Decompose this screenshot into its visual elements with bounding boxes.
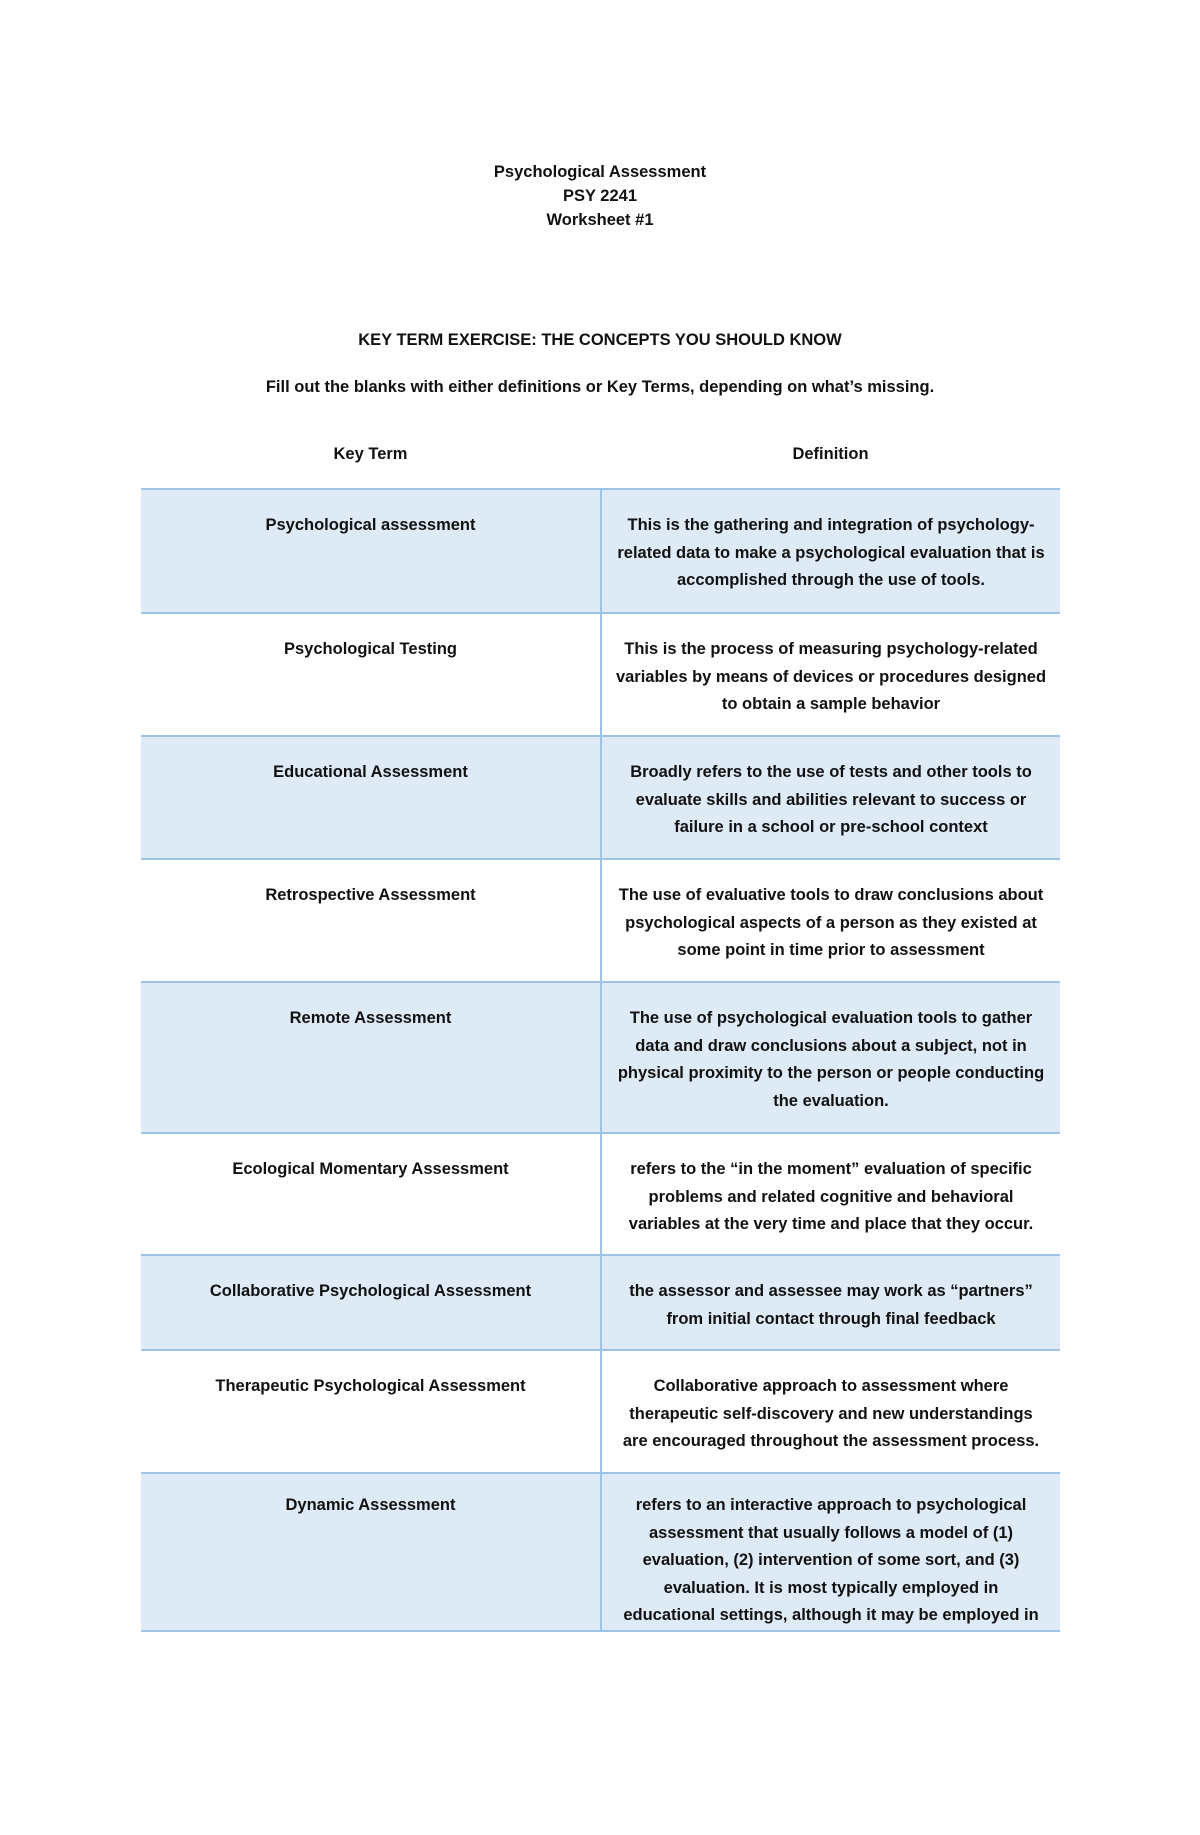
definition-cell: [600, 983, 1060, 1132]
definition-cell: [600, 614, 1060, 735]
definition-line: refers to an interactive approach to psychological: [635, 1496, 1027, 1514]
definition-line: This is the process of measuring psychology-related: [624, 640, 1038, 658]
definition-line: educational settings, although it may be employed in: [623, 1606, 1039, 1624]
table-row: [141, 983, 1060, 1134]
definition-line: the evaluation.: [773, 1091, 889, 1110]
definition-line: The use of evaluative tools to draw conclusions about: [618, 886, 1044, 904]
table-row: [141, 1474, 1060, 1632]
course-code: PSY 2241: [562, 187, 637, 205]
definition-cell: [600, 490, 1060, 612]
definition-line: Collaborative approach to assessment where: [653, 1377, 1009, 1395]
definition-line: failure in a school or pre-school context: [674, 818, 988, 836]
table-row: [141, 860, 1060, 983]
definition-line: psychological aspects of a person as they existed at: [625, 913, 1037, 932]
definition-cell: [600, 1351, 1060, 1472]
key-term-cell: Dynamic Assessment: [285, 1496, 456, 1514]
definition-cell: [600, 737, 1060, 858]
table-row: [141, 1351, 1060, 1474]
definition-line: physical proximity to the person or people conducting: [617, 1064, 1045, 1082]
definition-line: to obtain a sample behavior: [721, 695, 941, 713]
key-term-table: [141, 488, 1060, 1632]
key-term-cell: Remote Assessment: [289, 1009, 452, 1027]
section-heading: KEY TERM EXERCISE: THE CONCEPTS YOU SHOULD KNOW: [358, 331, 842, 349]
key-term-cell: Educational Assessment: [273, 763, 468, 781]
definition-line: are encouraged throughout the assessment process.: [622, 1432, 1040, 1450]
definition-cell: [600, 1256, 1060, 1349]
definition-line: evaluation, (2) intervention of some sort, and (3): [642, 1551, 1020, 1569]
definition-line: data and draw conclusions about a subject, not in: [635, 1036, 1027, 1055]
key-term-cell: Therapeutic Psychological Assessment: [215, 1377, 526, 1395]
column-header-key-term: Key Term: [333, 445, 408, 463]
definition-line: evaluate skills and abilities relevant to success or: [635, 790, 1027, 809]
definition-line: This is the gathering and integration of psychology-: [627, 516, 1035, 534]
key-term-cell: Collaborative Psychological Assessment: [209, 1282, 532, 1300]
definition-line: the assessor and assessee may work as “partners”: [629, 1282, 1033, 1300]
key-term-cell: Psychological Testing: [284, 640, 457, 658]
table-row: [141, 1256, 1060, 1351]
table-row: [141, 1134, 1060, 1256]
definition-line: some point in time prior to assessment: [677, 941, 985, 959]
key-term-cell: Retrospective Assessment: [265, 886, 476, 904]
definition-cell: [600, 1134, 1060, 1254]
table-row: [141, 490, 1060, 614]
definition-line: accomplished through the use of tools.: [676, 571, 986, 589]
column-header-definition: Definition: [792, 445, 869, 463]
key-term-cell: Ecological Momentary Assessment: [232, 1160, 509, 1178]
table-row: [141, 737, 1060, 860]
definition-line: refers to the “in the moment” evaluation of specific: [630, 1160, 1032, 1178]
definition-line: variables at the very time and place that they occur.: [628, 1215, 1034, 1233]
definition-line: related data to make a psychological evaluation that is: [617, 543, 1045, 562]
definition-cell: [600, 860, 1060, 981]
table-row: [141, 614, 1060, 737]
definition-line: from initial contact through final feedback: [666, 1309, 996, 1328]
definition-line: evaluation. It is most typically employed in: [663, 1578, 999, 1597]
definition-line: variables by means of devices or procedures designed: [615, 667, 1047, 686]
definition-line: The use of psychological evaluation tools to gather: [629, 1009, 1033, 1027]
definition-line: Broadly refers to the use of tests and other tools to: [630, 763, 1032, 781]
key-term-cell: Psychological assessment: [265, 516, 476, 534]
document-header: [0, 160, 1200, 232]
worksheet-number: Worksheet #1: [546, 211, 654, 229]
definition-line: therapeutic self-discovery and new understandings: [629, 1404, 1033, 1423]
instruction-text: Fill out the blanks with either definitions or Key Terms, depending on what’s missing.: [265, 378, 935, 396]
definition-line: assessment that usually follows a model of (1): [648, 1523, 1013, 1542]
definition-cell: [600, 1474, 1060, 1630]
course-title: Psychological Assessment: [493, 163, 707, 181]
definition-line: problems and related cognitive and behavioral: [648, 1187, 1014, 1206]
